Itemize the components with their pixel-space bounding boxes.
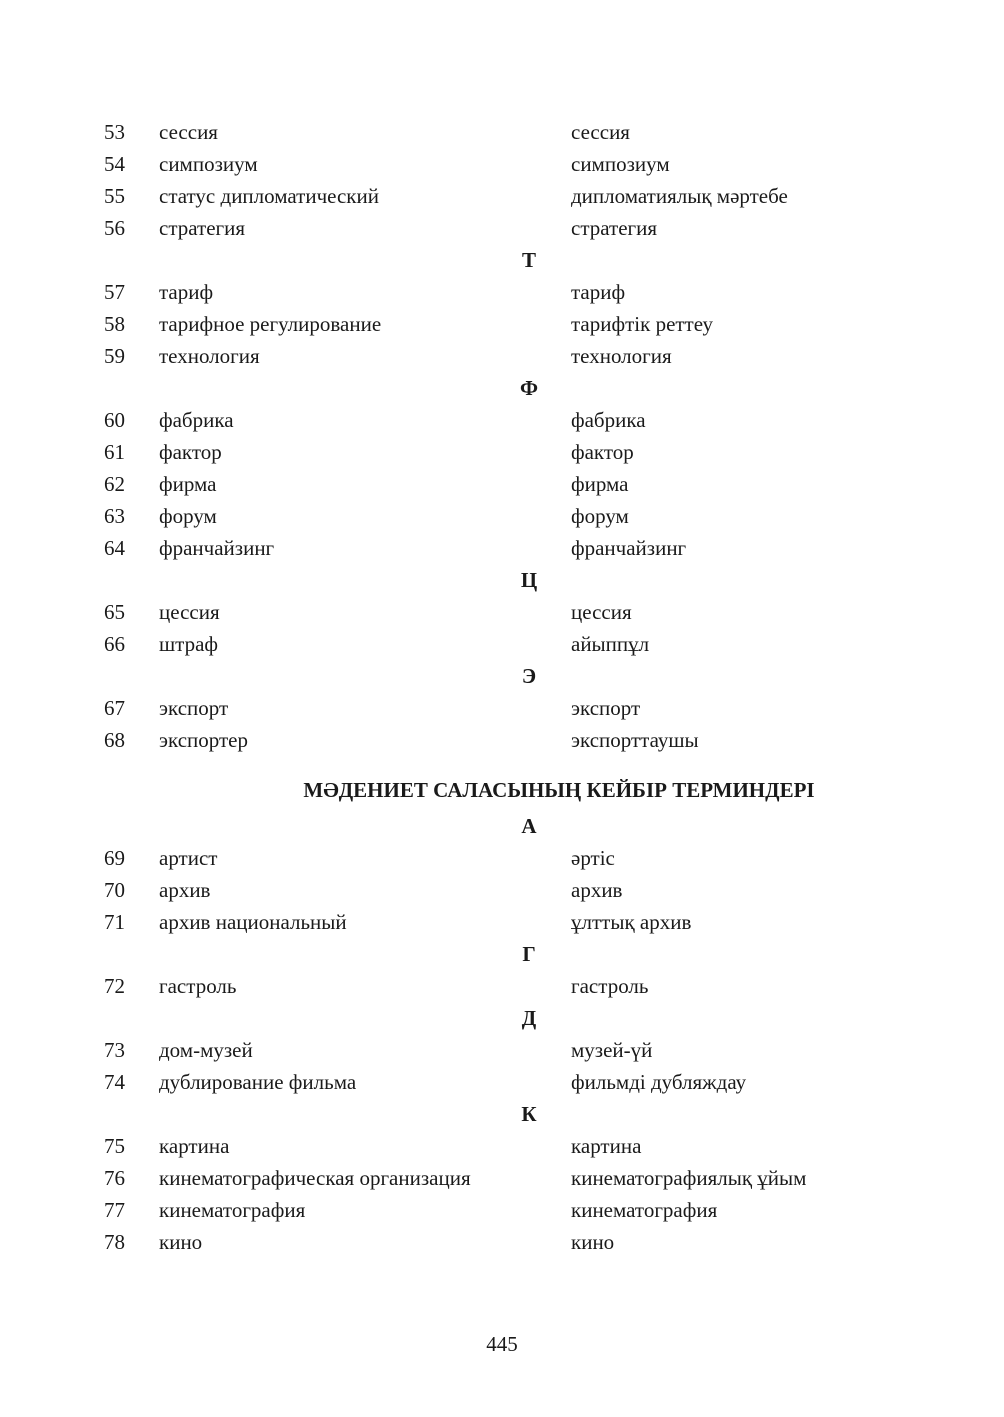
term-russian: тарифное регулирование — [159, 311, 382, 336]
term-kazakh: экспорттаушы — [571, 727, 699, 752]
term-row — [104, 628, 864, 660]
term-row — [104, 212, 864, 244]
term-kazakh: стратегия — [571, 215, 658, 240]
term-number: 77 — [104, 1197, 125, 1222]
term-russian: франчайзинг — [159, 535, 275, 560]
term-row — [104, 148, 864, 180]
term-russian: кинематография — [159, 1197, 306, 1222]
term-russian: кино — [159, 1229, 203, 1254]
alphabet-letter-heading: Т — [521, 248, 536, 272]
term-russian: артист — [159, 845, 218, 870]
term-number: 64 — [104, 535, 125, 560]
term-kazakh: гастроль — [571, 973, 649, 998]
glossary-content — [104, 116, 864, 1258]
alphabet-letter-heading: Ц — [520, 568, 538, 592]
term-kazakh: сессия — [571, 119, 630, 144]
term-row — [104, 1130, 864, 1162]
term-kazakh: форум — [571, 503, 629, 528]
term-kazakh: кино — [571, 1229, 615, 1254]
term-kazakh: фирма — [571, 471, 629, 496]
alphabet-letter-heading: Г — [522, 942, 536, 966]
term-row — [104, 436, 864, 468]
term-russian: дублирование фильма — [159, 1069, 357, 1094]
term-russian: тариф — [159, 279, 214, 304]
term-row — [104, 1226, 864, 1258]
term-kazakh: дипломатиялық мәртебе — [571, 183, 788, 208]
term-russian: экспортер — [159, 727, 248, 752]
term-row — [104, 1066, 864, 1098]
term-kazakh: музей-үй — [571, 1037, 653, 1062]
alphabet-letter-heading: Э — [521, 664, 537, 688]
term-number: 71 — [104, 909, 125, 934]
term-russian: симпозиум — [159, 151, 258, 176]
term-row — [104, 468, 864, 500]
term-kazakh: кинематография — [571, 1197, 718, 1222]
term-russian: фактор — [159, 439, 222, 464]
term-russian: гастроль — [159, 973, 237, 998]
page-number: 445 — [486, 1332, 518, 1356]
alphabet-letter-heading: Ф — [519, 376, 539, 400]
term-russian: технология — [159, 343, 260, 368]
term-row — [104, 500, 864, 532]
term-row — [104, 180, 864, 212]
term-row — [104, 596, 864, 628]
term-kazakh: симпозиум — [571, 151, 670, 176]
term-row — [104, 842, 864, 874]
term-kazakh: тариф — [571, 279, 626, 304]
term-row — [104, 724, 864, 756]
term-kazakh: фактор — [571, 439, 634, 464]
term-row — [104, 404, 864, 436]
term-row — [104, 906, 864, 938]
term-row — [104, 308, 864, 340]
term-kazakh: архив — [571, 877, 623, 902]
term-row — [104, 692, 864, 724]
term-russian: дом-музей — [159, 1037, 253, 1062]
term-number: 67 — [104, 695, 125, 720]
term-russian: экспорт — [159, 695, 229, 720]
term-kazakh: кинематографиялық ұйым — [571, 1165, 807, 1190]
term-row — [104, 340, 864, 372]
term-number: 61 — [104, 439, 125, 464]
term-row — [104, 1034, 864, 1066]
term-number: 72 — [104, 973, 125, 998]
term-number: 53 — [104, 119, 125, 144]
term-kazakh: технология — [571, 343, 672, 368]
term-russian: сессия — [159, 119, 218, 144]
term-kazakh: цессия — [571, 599, 632, 624]
term-russian: фирма — [159, 471, 217, 496]
term-number: 58 — [104, 311, 125, 336]
term-number: 78 — [104, 1229, 125, 1254]
term-kazakh: фабрика — [571, 407, 646, 432]
term-russian: штраф — [159, 631, 219, 656]
alphabet-letter-heading: А — [521, 814, 537, 838]
term-kazakh: ұлттық архив — [571, 909, 692, 934]
term-number: 75 — [104, 1133, 125, 1158]
term-russian: стратегия — [159, 215, 246, 240]
term-row — [104, 1194, 864, 1226]
term-russian: кинематографическая организация — [159, 1165, 471, 1190]
term-number: 62 — [104, 471, 125, 496]
term-number: 68 — [104, 727, 125, 752]
term-number: 56 — [104, 215, 125, 240]
term-kazakh: франчайзинг — [571, 535, 687, 560]
term-row — [104, 532, 864, 564]
term-number: 60 — [104, 407, 125, 432]
term-row — [104, 970, 864, 1002]
term-number: 74 — [104, 1069, 125, 1094]
term-number: 73 — [104, 1037, 125, 1062]
term-row — [104, 874, 864, 906]
term-kazakh: айыппұл — [571, 631, 650, 656]
alphabet-letter-heading: К — [521, 1102, 537, 1126]
term-kazakh: фильмді дубляждау — [571, 1069, 747, 1094]
term-number: 66 — [104, 631, 125, 656]
term-number: 70 — [104, 877, 125, 902]
term-number: 69 — [104, 845, 125, 870]
term-number: 55 — [104, 183, 125, 208]
term-number: 63 — [104, 503, 125, 528]
term-row — [104, 116, 864, 148]
term-kazakh: тарифтік реттеу — [571, 311, 714, 336]
term-number: 54 — [104, 151, 125, 176]
term-kazakh: картина — [571, 1133, 642, 1158]
term-number: 59 — [104, 343, 125, 368]
term-number: 57 — [104, 279, 125, 304]
term-russian: картина — [159, 1133, 230, 1158]
alphabet-letter-heading: Д — [521, 1006, 537, 1030]
term-russian: форум — [159, 503, 217, 528]
term-russian: цессия — [159, 599, 220, 624]
term-russian: статус дипломатический — [159, 183, 379, 208]
term-kazakh: әртіс — [571, 845, 615, 870]
term-russian: архив национальный — [159, 909, 347, 934]
term-kazakh: экспорт — [571, 695, 641, 720]
term-row — [104, 1162, 864, 1194]
term-number: 76 — [104, 1165, 125, 1190]
term-russian: архив — [159, 877, 211, 902]
term-russian: фабрика — [159, 407, 234, 432]
term-row — [104, 276, 864, 308]
section-title: МӘДЕНИЕТ САЛАСЫНЫҢ КЕЙБІР ТЕРМИНДЕРІ — [303, 778, 815, 802]
term-number: 65 — [104, 599, 125, 624]
